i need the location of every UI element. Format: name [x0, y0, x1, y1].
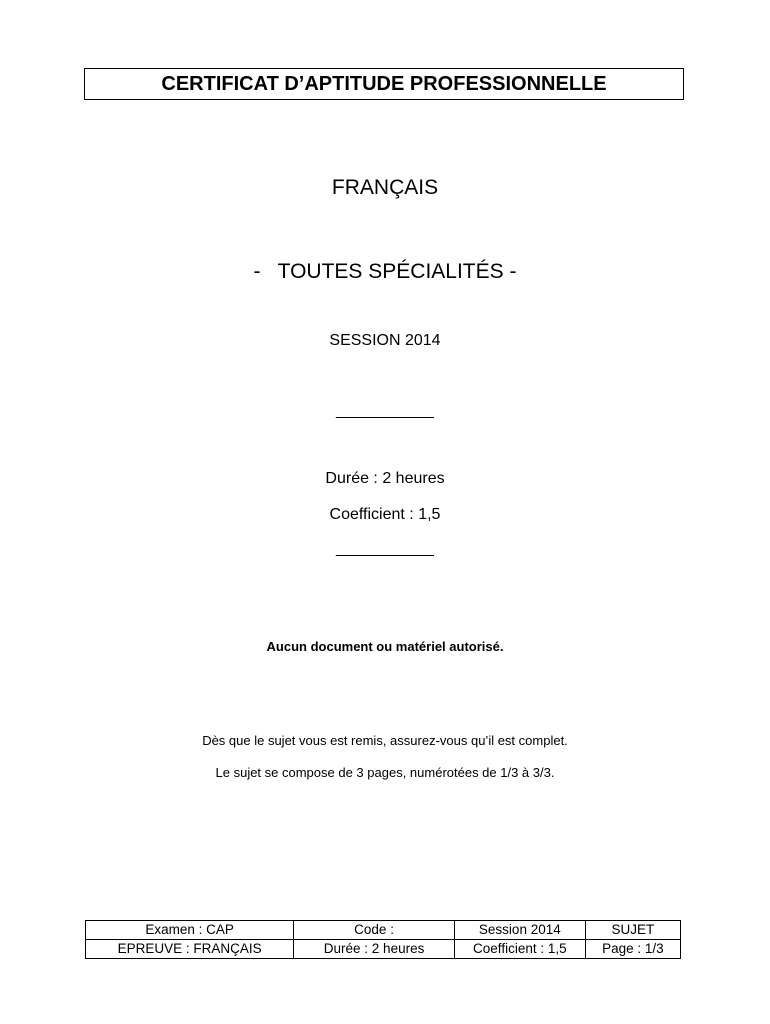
separator-line: ___________ — [336, 402, 434, 419]
session-label: SESSION 2014 — [329, 332, 441, 349]
footer-cell-code: Code : — [294, 921, 455, 940]
duration-label: Durée : 2 heures — [325, 470, 445, 487]
instruction-line: Dès que le sujet vous est remis, assurez-vous qu’il est complet. — [202, 733, 568, 748]
document-title: CERTIFICAT D’APTITUDE PROFESSIONNELLE — [84, 68, 684, 100]
footer-cell-coefficient: Coefficient : 1,5 — [454, 940, 585, 959]
footer-table — [85, 920, 681, 959]
instruction-line: Le sujet se compose de 3 pages, numérotées de 1/3 à 3/3. — [215, 765, 555, 780]
coefficient-label: Coefficient : 1,5 — [329, 506, 441, 523]
footer-row — [86, 921, 681, 940]
footer-cell-epreuve: EPREUVE : FRANÇAIS — [86, 940, 294, 959]
specialties-heading: - TOUTES SPÉCIALITÉS - — [253, 260, 517, 283]
footer-cell-type: SUJET — [585, 921, 680, 940]
no-documents-notice: Aucun document ou matériel autorisé. — [266, 639, 504, 654]
footer-cell-duration: Durée : 2 heures — [294, 940, 455, 959]
footer-cell-page: Page : 1/3 — [585, 940, 680, 959]
separator-line: ___________ — [336, 540, 434, 557]
subject-heading: FRANÇAIS — [331, 176, 439, 199]
footer-cell-session: Session 2014 — [454, 921, 585, 940]
footer-row — [86, 940, 681, 959]
footer-cell-exam: Examen : CAP — [86, 921, 294, 940]
